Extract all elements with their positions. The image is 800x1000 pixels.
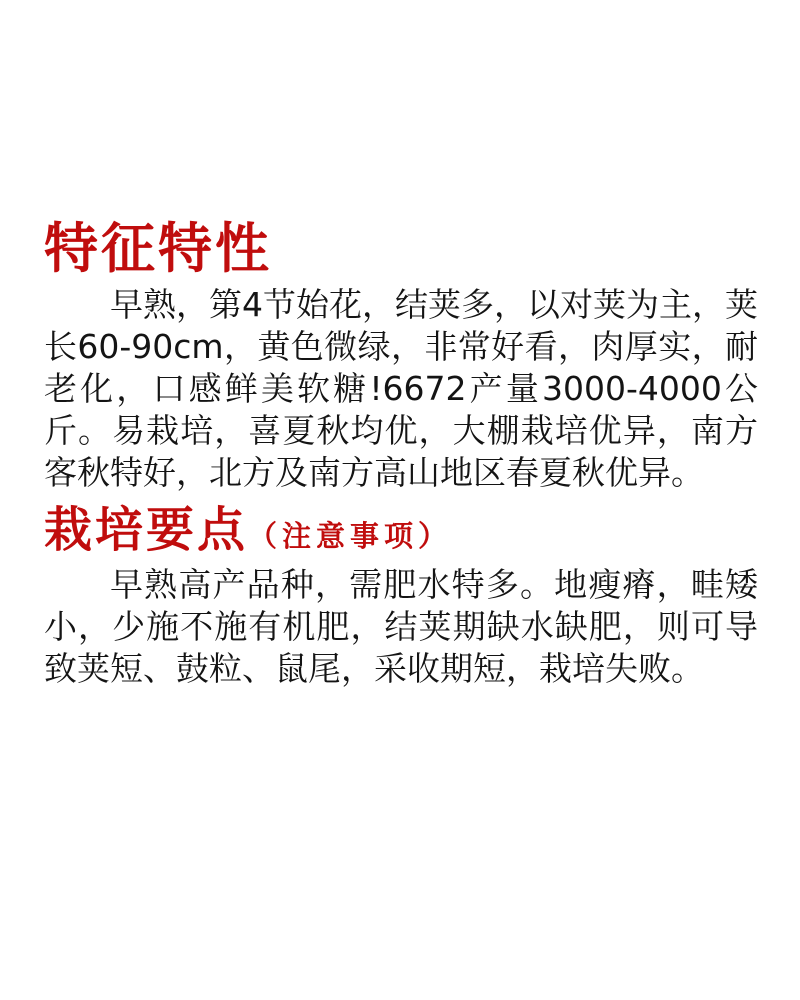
cultivation-heading-text: 栽培要点 <box>44 502 249 559</box>
features-heading-text: 特征特性 <box>44 216 272 280</box>
cultivation-heading-note: （注意事项） <box>248 519 453 554</box>
cultivation-section-heading <box>44 504 758 558</box>
features-section-body: 早熟，第4节始花，结荚多，以对荚为主，荚长60-90cm，黄色微绿，非常好看，肉厚实，耐老化，口感鲜美软糖!6672产量3000-4000公斤。易栽培，喜夏秋均优，大棚栽培优异，南方客秋特好，北方及南方高山地区春夏秋优异。 <box>44 285 758 493</box>
cultivation-section-body: 早熟高产品种，需肥水特多。地瘦瘠，畦矮小，少施不施有机肥，结荚期缺水缺肥，则可导致荚短、鼓粒、鼠尾，采收期短，栽培失败。 <box>44 565 758 689</box>
section-features <box>44 218 758 494</box>
features-section-heading <box>44 218 758 278</box>
section-cultivation <box>44 504 758 690</box>
content-area <box>44 218 758 690</box>
